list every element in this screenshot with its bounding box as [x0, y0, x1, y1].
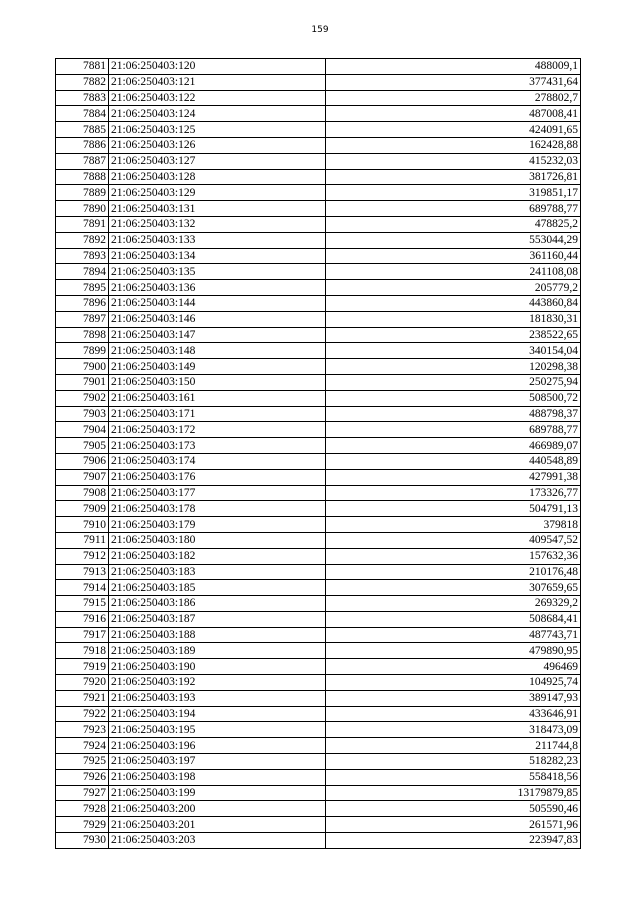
cadastral-number-cell: 21:06:250403:197 [109, 754, 326, 770]
row-number-cell: 7921 [56, 690, 109, 706]
table-row [56, 201, 581, 217]
cadastral-value-cell: 223947,83 [326, 833, 581, 849]
cadastral-number-cell: 21:06:250403:196 [109, 738, 326, 754]
row-number-cell: 7902 [56, 390, 109, 406]
table-row [56, 311, 581, 327]
row-number-cell: 7914 [56, 580, 109, 596]
cadastral-number-cell: 21:06:250403:186 [109, 596, 326, 612]
row-number-cell: 7886 [56, 137, 109, 153]
cadastral-value-cell: 479890,95 [326, 643, 581, 659]
table-row [56, 517, 581, 533]
cadastral-value-cell: 440548,89 [326, 453, 581, 469]
cadastral-number-cell: 21:06:250403:136 [109, 280, 326, 296]
table-row [56, 248, 581, 264]
cadastral-value-cell: 505590,46 [326, 801, 581, 817]
table-row [56, 817, 581, 833]
table-row [56, 722, 581, 738]
table-row [56, 74, 581, 90]
table-row [56, 59, 581, 75]
cadastral-value-cell: 210176,48 [326, 564, 581, 580]
cadastral-number-cell: 21:06:250403:122 [109, 90, 326, 106]
cadastral-value-cell: 427991,38 [326, 469, 581, 485]
table-row [56, 153, 581, 169]
cadastral-value-cell: 689788,77 [326, 422, 581, 438]
cadastral-value-cell: 13179879,85 [326, 785, 581, 801]
table-row [56, 596, 581, 612]
row-number-cell: 7919 [56, 659, 109, 675]
cadastral-number-cell: 21:06:250403:127 [109, 153, 326, 169]
cadastral-value-cell: 319851,17 [326, 185, 581, 201]
cadastral-value-cell: 488798,37 [326, 406, 581, 422]
cadastral-number-cell: 21:06:250403:176 [109, 469, 326, 485]
cadastral-value-cell: 488009,1 [326, 59, 581, 75]
cadastral-value-cell: 379818 [326, 517, 581, 533]
row-number-cell: 7885 [56, 122, 109, 138]
cadastral-value-cell: 487008,41 [326, 106, 581, 122]
row-number-cell: 7927 [56, 785, 109, 801]
cadastral-number-cell: 21:06:250403:190 [109, 659, 326, 675]
cadastral-value-cell: 269329,2 [326, 596, 581, 612]
table-row [56, 659, 581, 675]
row-number-cell: 7884 [56, 106, 109, 122]
table-row [56, 548, 581, 564]
cadastral-value-cell: 433646,91 [326, 706, 581, 722]
row-number-cell: 7920 [56, 675, 109, 691]
cadastral-number-cell: 21:06:250403:149 [109, 359, 326, 375]
row-number-cell: 7895 [56, 280, 109, 296]
row-number-cell: 7888 [56, 169, 109, 185]
row-number-cell: 7907 [56, 469, 109, 485]
row-number-cell: 7910 [56, 517, 109, 533]
cadastral-number-cell: 21:06:250403:147 [109, 327, 326, 343]
table-row [56, 675, 581, 691]
table-row [56, 327, 581, 343]
table-row [56, 785, 581, 801]
row-number-cell: 7923 [56, 722, 109, 738]
cadastral-value-cell: 496469 [326, 659, 581, 675]
table-row [56, 643, 581, 659]
cadastral-value-cell: 361160,44 [326, 248, 581, 264]
table-row [56, 169, 581, 185]
row-number-cell: 7906 [56, 453, 109, 469]
cadastral-value-cell: 250275,94 [326, 374, 581, 390]
cadastral-number-cell: 21:06:250403:179 [109, 517, 326, 533]
cadastral-value-table [55, 58, 581, 849]
row-number-cell: 7898 [56, 327, 109, 343]
table-row [56, 833, 581, 849]
table-row [56, 801, 581, 817]
cadastral-number-cell: 21:06:250403:203 [109, 833, 326, 849]
cadastral-number-cell: 21:06:250403:194 [109, 706, 326, 722]
row-number-cell: 7887 [56, 153, 109, 169]
cadastral-value-cell: 278802,7 [326, 90, 581, 106]
table-row [56, 438, 581, 454]
cadastral-value-cell: 162428,88 [326, 137, 581, 153]
cadastral-value-cell: 120298,38 [326, 359, 581, 375]
cadastral-value-cell: 409547,52 [326, 532, 581, 548]
table-row [56, 264, 581, 280]
page-number: 159 [311, 25, 329, 35]
row-number-cell: 7881 [56, 59, 109, 75]
table-row [56, 232, 581, 248]
table-row [56, 453, 581, 469]
cadastral-number-cell: 21:06:250403:189 [109, 643, 326, 659]
row-number-cell: 7913 [56, 564, 109, 580]
table-row [56, 738, 581, 754]
table-row [56, 359, 581, 375]
cadastral-number-cell: 21:06:250403:146 [109, 311, 326, 327]
cadastral-number-cell: 21:06:250403:174 [109, 453, 326, 469]
cadastral-number-cell: 21:06:250403:126 [109, 137, 326, 153]
cadastral-number-cell: 21:06:250403:198 [109, 769, 326, 785]
row-number-cell: 7925 [56, 754, 109, 770]
row-number-cell: 7901 [56, 374, 109, 390]
cadastral-number-cell: 21:06:250403:195 [109, 722, 326, 738]
cadastral-number-cell: 21:06:250403:134 [109, 248, 326, 264]
table-row [56, 90, 581, 106]
table-row [56, 485, 581, 501]
cadastral-number-cell: 21:06:250403:188 [109, 627, 326, 643]
cadastral-value-cell: 211744,8 [326, 738, 581, 754]
cadastral-value-cell: 173326,77 [326, 485, 581, 501]
cadastral-number-cell: 21:06:250403:199 [109, 785, 326, 801]
cadastral-value-cell: 508500,72 [326, 390, 581, 406]
cadastral-value-cell: 205779,2 [326, 280, 581, 296]
row-number-cell: 7909 [56, 501, 109, 517]
cadastral-value-cell: 241108,08 [326, 264, 581, 280]
cadastral-value-cell: 504791,13 [326, 501, 581, 517]
table-row [56, 280, 581, 296]
table-row [56, 706, 581, 722]
cadastral-number-cell: 21:06:250403:121 [109, 74, 326, 90]
cadastral-value-cell: 157632,36 [326, 548, 581, 564]
cadastral-number-cell: 21:06:250403:131 [109, 201, 326, 217]
cadastral-value-cell: 443860,84 [326, 295, 581, 311]
cadastral-number-cell: 21:06:250403:144 [109, 295, 326, 311]
table-row [56, 422, 581, 438]
table-row [56, 406, 581, 422]
cadastral-number-cell: 21:06:250403:161 [109, 390, 326, 406]
cadastral-value-cell: 415232,03 [326, 153, 581, 169]
cadastral-number-cell: 21:06:250403:148 [109, 343, 326, 359]
cadastral-number-cell: 21:06:250403:185 [109, 580, 326, 596]
cadastral-value-cell: 487743,71 [326, 627, 581, 643]
cadastral-number-cell: 21:06:250403:124 [109, 106, 326, 122]
cadastral-value-cell: 381726,81 [326, 169, 581, 185]
cadastral-number-cell: 21:06:250403:150 [109, 374, 326, 390]
row-number-cell: 7882 [56, 74, 109, 90]
cadastral-value-cell: 518282,23 [326, 754, 581, 770]
row-number-cell: 7930 [56, 833, 109, 849]
row-number-cell: 7894 [56, 264, 109, 280]
row-number-cell: 7893 [56, 248, 109, 264]
cadastral-value-cell: 318473,09 [326, 722, 581, 738]
row-number-cell: 7891 [56, 216, 109, 232]
cadastral-number-cell: 21:06:250403:125 [109, 122, 326, 138]
table-row [56, 343, 581, 359]
cadastral-number-cell: 21:06:250403:183 [109, 564, 326, 580]
row-number-cell: 7903 [56, 406, 109, 422]
table-body [56, 59, 581, 849]
cadastral-number-cell: 21:06:250403:201 [109, 817, 326, 833]
cadastral-value-cell: 478825,2 [326, 216, 581, 232]
table-row [56, 754, 581, 770]
table-row [56, 690, 581, 706]
cadastral-number-cell: 21:06:250403:172 [109, 422, 326, 438]
row-number-cell: 7897 [56, 311, 109, 327]
row-number-cell: 7916 [56, 611, 109, 627]
cadastral-value-cell: 261571,96 [326, 817, 581, 833]
table-row [56, 611, 581, 627]
cadastral-number-cell: 21:06:250403:193 [109, 690, 326, 706]
row-number-cell: 7911 [56, 532, 109, 548]
row-number-cell: 7883 [56, 90, 109, 106]
cadastral-value-cell: 238522,65 [326, 327, 581, 343]
table-row [56, 122, 581, 138]
row-number-cell: 7917 [56, 627, 109, 643]
row-number-cell: 7922 [56, 706, 109, 722]
table-row [56, 106, 581, 122]
cadastral-number-cell: 21:06:250403:128 [109, 169, 326, 185]
cadastral-value-cell: 307659,65 [326, 580, 581, 596]
cadastral-number-cell: 21:06:250403:132 [109, 216, 326, 232]
cadastral-value-cell: 389147,93 [326, 690, 581, 706]
cadastral-value-cell: 508684,41 [326, 611, 581, 627]
cadastral-number-cell: 21:06:250403:129 [109, 185, 326, 201]
table-row [56, 295, 581, 311]
row-number-cell: 7929 [56, 817, 109, 833]
cadastral-number-cell: 21:06:250403:135 [109, 264, 326, 280]
cadastral-value-cell: 424091,65 [326, 122, 581, 138]
cadastral-number-cell: 21:06:250403:192 [109, 675, 326, 691]
cadastral-value-cell: 558418,56 [326, 769, 581, 785]
row-number-cell: 7908 [56, 485, 109, 501]
row-number-cell: 7928 [56, 801, 109, 817]
cadastral-number-cell: 21:06:250403:200 [109, 801, 326, 817]
cadastral-value-cell: 689788,77 [326, 201, 581, 217]
cadastral-value-cell: 340154,04 [326, 343, 581, 359]
table-row [56, 137, 581, 153]
cadastral-number-cell: 21:06:250403:187 [109, 611, 326, 627]
row-number-cell: 7926 [56, 769, 109, 785]
cadastral-value-cell: 466989,07 [326, 438, 581, 454]
row-number-cell: 7900 [56, 359, 109, 375]
row-number-cell: 7890 [56, 201, 109, 217]
row-number-cell: 7896 [56, 295, 109, 311]
table-row [56, 532, 581, 548]
table-row [56, 469, 581, 485]
table-row [56, 769, 581, 785]
cadastral-value-cell: 104925,74 [326, 675, 581, 691]
table-row [56, 627, 581, 643]
row-number-cell: 7915 [56, 596, 109, 612]
cadastral-value-cell: 181830,31 [326, 311, 581, 327]
row-number-cell: 7918 [56, 643, 109, 659]
row-number-cell: 7924 [56, 738, 109, 754]
table-row [56, 580, 581, 596]
row-number-cell: 7892 [56, 232, 109, 248]
cadastral-number-cell: 21:06:250403:173 [109, 438, 326, 454]
cadastral-value-cell: 377431,64 [326, 74, 581, 90]
cadastral-number-cell: 21:06:250403:177 [109, 485, 326, 501]
cadastral-number-cell: 21:06:250403:120 [109, 59, 326, 75]
cadastral-number-cell: 21:06:250403:171 [109, 406, 326, 422]
table-row [56, 216, 581, 232]
table-row [56, 501, 581, 517]
row-number-cell: 7904 [56, 422, 109, 438]
row-number-cell: 7899 [56, 343, 109, 359]
table-row [56, 374, 581, 390]
row-number-cell: 7912 [56, 548, 109, 564]
table-row [56, 185, 581, 201]
row-number-cell: 7905 [56, 438, 109, 454]
cadastral-number-cell: 21:06:250403:133 [109, 232, 326, 248]
row-number-cell: 7889 [56, 185, 109, 201]
cadastral-number-cell: 21:06:250403:182 [109, 548, 326, 564]
table-row [56, 390, 581, 406]
cadastral-number-cell: 21:06:250403:180 [109, 532, 326, 548]
cadastral-value-cell: 553044,29 [326, 232, 581, 248]
cadastral-number-cell: 21:06:250403:178 [109, 501, 326, 517]
table-row [56, 564, 581, 580]
